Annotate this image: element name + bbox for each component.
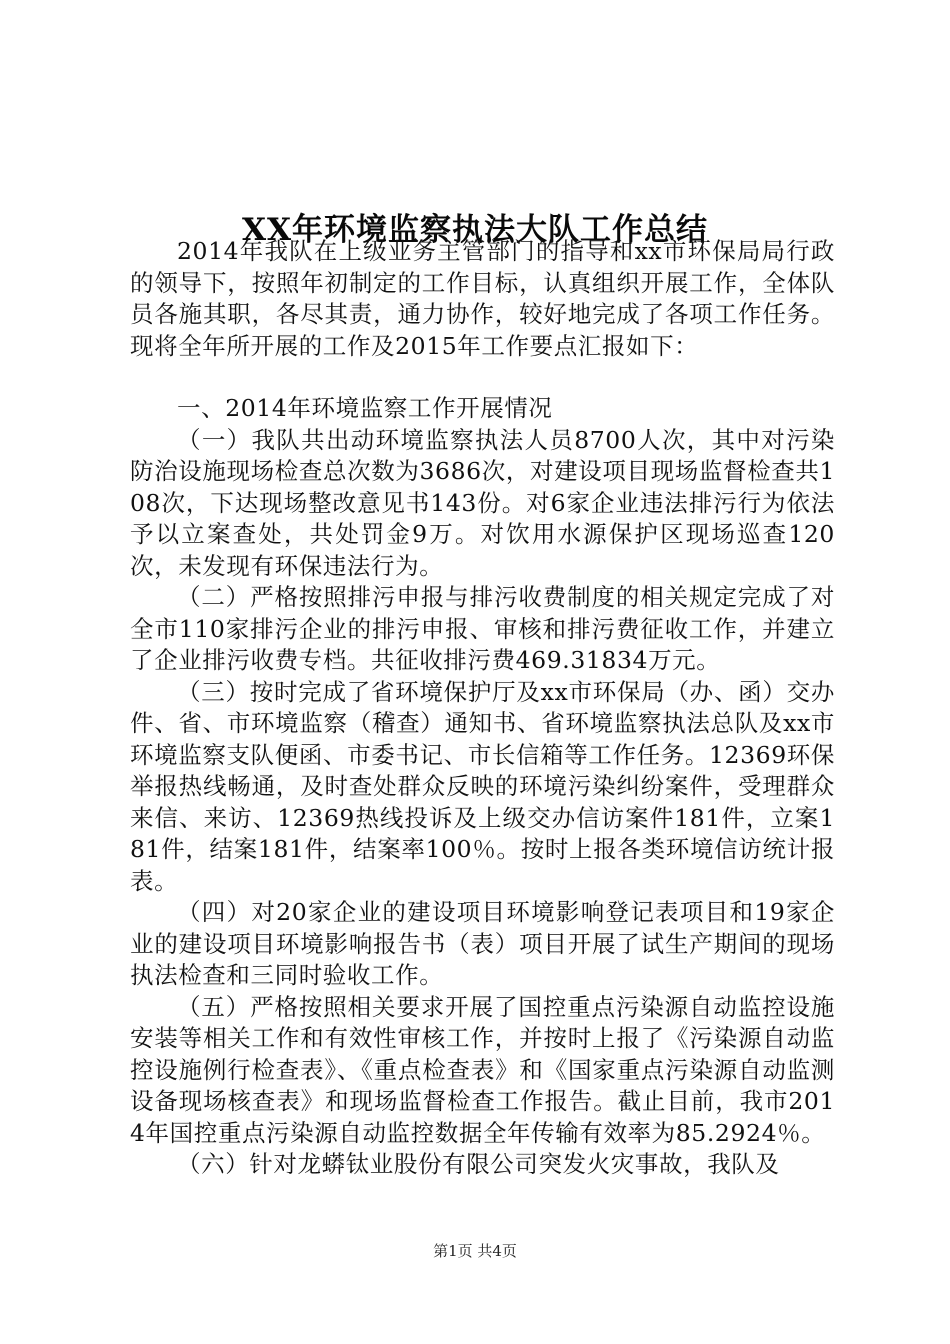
paragraph-2: （二）严格按照排污申报与排污收费制度的相关规定完成了对全市110家排污企业的排污申报、审核和排污费征收工作，并建立了企业排污收费专档。共征收排污费469.31834万元。 [130,583,835,674]
paragraph-1: （一）我队共出动环境监察执法人员8700人次，其中对污染防治设施现场检查总次数为3686次，对建设项目现场监督检查共108次，下达现场整改意见书143份。对6家企业违法排污行为依法予以立案查处，共处罚金9万。对饮用水源保护区现场巡查120次，未发现有环保违法行为。 [130,425,835,580]
page-footer: 第1页 共4页 [433,1242,517,1260]
document-body [130,236,835,1181]
intro-paragraph: 2014年我队在上级业务主管部门的指导和xx市环保局局行政的领导下，按照年初制定的工作目标，认真组织开展工作，全体队员各施其职，各尽其责，通力协作，较好地完成了各项工作任务。现将全年所开展的工作及2015年工作要点汇报如下： [130,237,835,360]
paragraph-5: （五）严格按照相关要求开展了国控重点污染源自动监控设施安装等相关工作和有效性审核工作，并按时上报了《污染源自动监控设施例行检查表》、《重点检查表》和《国家重点污染源自动监测设备现场核查表》和现场监督检查工作报告。截止目前，我市2014年国控重点污染源自动监控数据全年传输有效率为85.2924％。 [130,992,835,1147]
paragraph-3: （三）按时完成了省环境保护厅及xx市环保局（办、函）交办件、省、市环境监察（稽查）通知书、省环境监察执法总队及xx市环境监察支队便函、市委书记、市长信箱等工作任务。12369环保举报热线畅通，及时查处群众反映的环境污染纠纷案件，受理群众来信、来访、12369热线投诉及上级交办信访案件181件，立案181件，结案181件，结案率100％。按时上报各类环境信访统计报表。 [130,677,835,895]
paragraph-6: （六）针对龙蟒钛业股份有限公司突发火灾事故，我队及 [177,1150,780,1178]
section-heading: 一、2014年环境监察工作开展情况 [177,394,553,422]
paragraph-4: （四）对20家企业的建设项目环境影响登记表项目和19家企业的建设项目环境影响报告书（表）项目开展了试生产期间的现场执法检查和三同时验收工作。 [130,898,835,989]
document-title: XX年环境监察执法大队工作总结 [241,211,709,248]
